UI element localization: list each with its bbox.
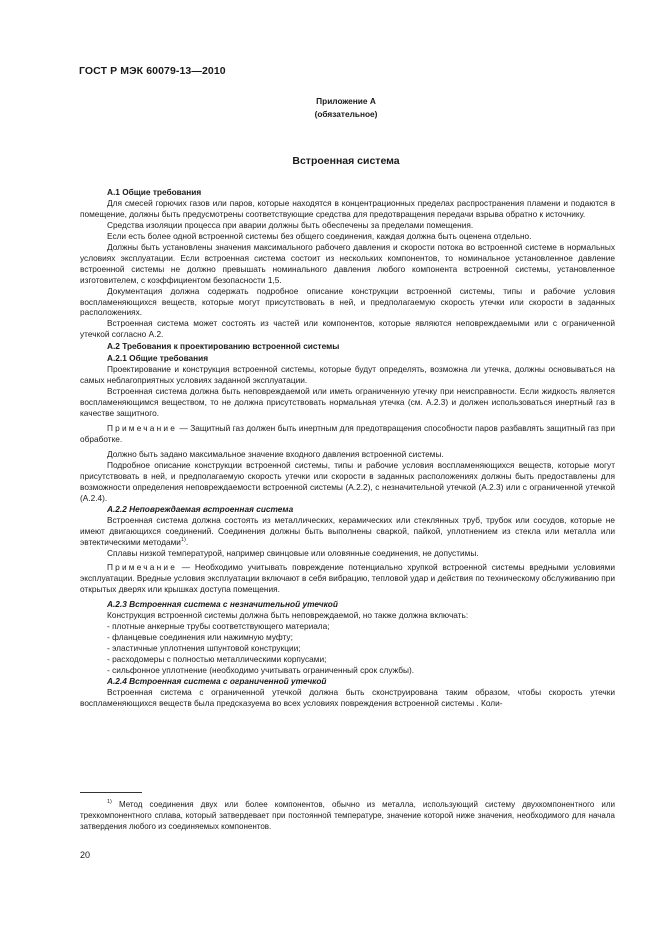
section-heading: А.1 Общие требования — [107, 187, 202, 197]
subsection-heading: А.2.3 Встроенная система с незначительной утечкой — [107, 599, 338, 610]
list-item: - расходомеры с полностью металлическими корпусами; — [107, 654, 327, 665]
annex-status: (обязательное) — [314, 109, 378, 119]
subsection-heading: А.2.2 Неповреждаемая встроенная система — [107, 503, 294, 514]
paragraph: Средства изоляции процесса при аварии должны быть обеспечены за пределами помещения. — [107, 219, 474, 230]
page-title: Встроенная система — [292, 155, 400, 167]
footnote-paragraph — [80, 799, 615, 833]
footnote-ref: 1) — [180, 536, 186, 543]
list-item: - фланцевые соединения или нажимную муфту; — [107, 632, 293, 643]
footnote-divider — [80, 792, 142, 793]
paragraph: Встроенная система может состоять из частей или компонентов, которые являются неповреждаемыми или с ограниченной утечкой согласно А.2. — [80, 318, 615, 340]
page-number: 20 — [80, 850, 91, 860]
paragraph: Должны быть установлены значения максимального рабочего давления и скорости потока во встроенной системе в нормальных условиях эксплуатации. Если встроенная система состоит из нескольких компонентов, то номинальное установленное давление встроенной системы не должно превышать номинального давления любого компонента встроенной системы, установленное изготовителем, с коэффициентом безопасности 1,5. — [80, 241, 615, 285]
paragraph: Подробное описание конструкции встроенной системы, типы и рабочие условия воспламеняющихся веществ, которые могут присутствовать в ней, и предполагаемую скорость утечки или скорости в заданных расположениях должны быть предоставлены для возможности определения неповреждаемости встроенной системы (А.2.2), с незначительной утечкой (А.2.3) или с ограниченной утечкой (А.2.4). — [80, 459, 615, 503]
paragraph: Сплавы низкой температурой, например свинцовые или оловянные соединения, не допустимы. — [107, 547, 479, 558]
standard-header: ГОСТ Р МЭК 60079-13—2010 — [79, 65, 226, 77]
list-item: - эластичные уплотнения шпунтовой конструкции; — [107, 643, 301, 654]
paragraph: Встроенная система с ограниченной утечкой должна быть сконструирована таким образом, чтобы скорость утечки воспламеняющихся веществ была предсказуема во всех условиях повреждения встроенной системы . Коли- — [80, 686, 615, 708]
paragraph: Проектирование и конструкция встроенной системы, которые будут определять, возможна ли утечка, должны основываться на самых неблагоприятных условиях заданной эксплуатации. — [80, 364, 615, 386]
footnote — [80, 799, 615, 833]
note-label: Примечание — [107, 423, 178, 434]
annex-name: Приложение А — [316, 96, 376, 106]
paragraph: Если есть более одной встроенной системы без общего соединения, каждая должна быть оценена отдельно. — [107, 230, 532, 241]
paragraph: Встроенная система должна быть неповреждаемой или иметь ограниченную утечку при неисправности. Если жидкость является воспламеняющимся веществом, то не должна присутствовать нормальная утечка (см. А.2.3) и должен использоваться инертный газ в качестве защитного. — [80, 386, 615, 419]
note — [80, 562, 615, 595]
paragraph: Документация должна содержать подробное описание конструкции встроенной системы, типы и рабочие условия воспламеняющихся веществ, которые могут присутствовать в ней, и предполагаемую скорость утечки или скорости в заданных расположениях. — [80, 285, 615, 318]
paragraph: Конструкция встроенной системы должна быть неповреждаемой, но также должна включать: — [107, 610, 469, 621]
footnote-marker: 1) — [107, 799, 112, 805]
note-text: — Необходимо учитывать повреждение потенциально хрупкой встроенной системы вредными условиями эксплуатации. Вредные условия эксплуатации включают в себя вибрацию, тепловой удар и действия по техническому обслуживанию при открытых дверях или крышках доступа помещения. — [80, 562, 616, 595]
list-item: - сильфонное уплотнение (необходимо учитывать ограниченный срок службы). — [107, 665, 415, 676]
paragraph: Для смесей горючих газов или паров, которые находятся в концентрационных пределах распространения пламени и подаются в помещение, должны быть предусмотрены соответствующие средства для предотвращения передачи взрыва обратно к источнику. — [80, 197, 615, 219]
list-item: - плотные анкерные трубы соответствующего материала; — [107, 621, 330, 632]
note-text: — Защитный газ должен быть инертным для предотвращения способности паров разбавлять защитный газ при обработке. — [80, 423, 615, 444]
subsection-heading: А.2.1 Общие требования — [107, 353, 209, 364]
footnote-text: Метод соединения двух или более компонентов, обычно из металла, использующий систему двухкомпонентного или трехкомпонентного сплава, который затвердевает при постоянной температуре, значение которой ниже значения, необходимого для начала затвердения любого из соединяемых компонентов. — [80, 800, 615, 832]
paragraph — [80, 515, 615, 548]
section-heading: А.2 Требования к проектированию встроенной системы — [107, 341, 340, 352]
paragraph-text: Встроенная система должна состоять из металлических, керамических или стеклянных труб, трубок или сосудов, которые не имеют двигающихся соединений. Соединения должны быть выполнены сваркой, пайкой, уплотнением из стекла или металла или эвтектическими методами — [80, 514, 615, 547]
document-body — [80, 186, 615, 709]
paragraph-end: . — [185, 536, 189, 547]
paragraph: Должно быть задано максимальное значение входного давления встроенной системы. — [107, 448, 444, 459]
note-label: Примечание — [107, 562, 178, 573]
note — [80, 423, 615, 445]
subsection-heading: А.2.4 Встроенная система с ограниченной утечкой — [107, 675, 327, 686]
